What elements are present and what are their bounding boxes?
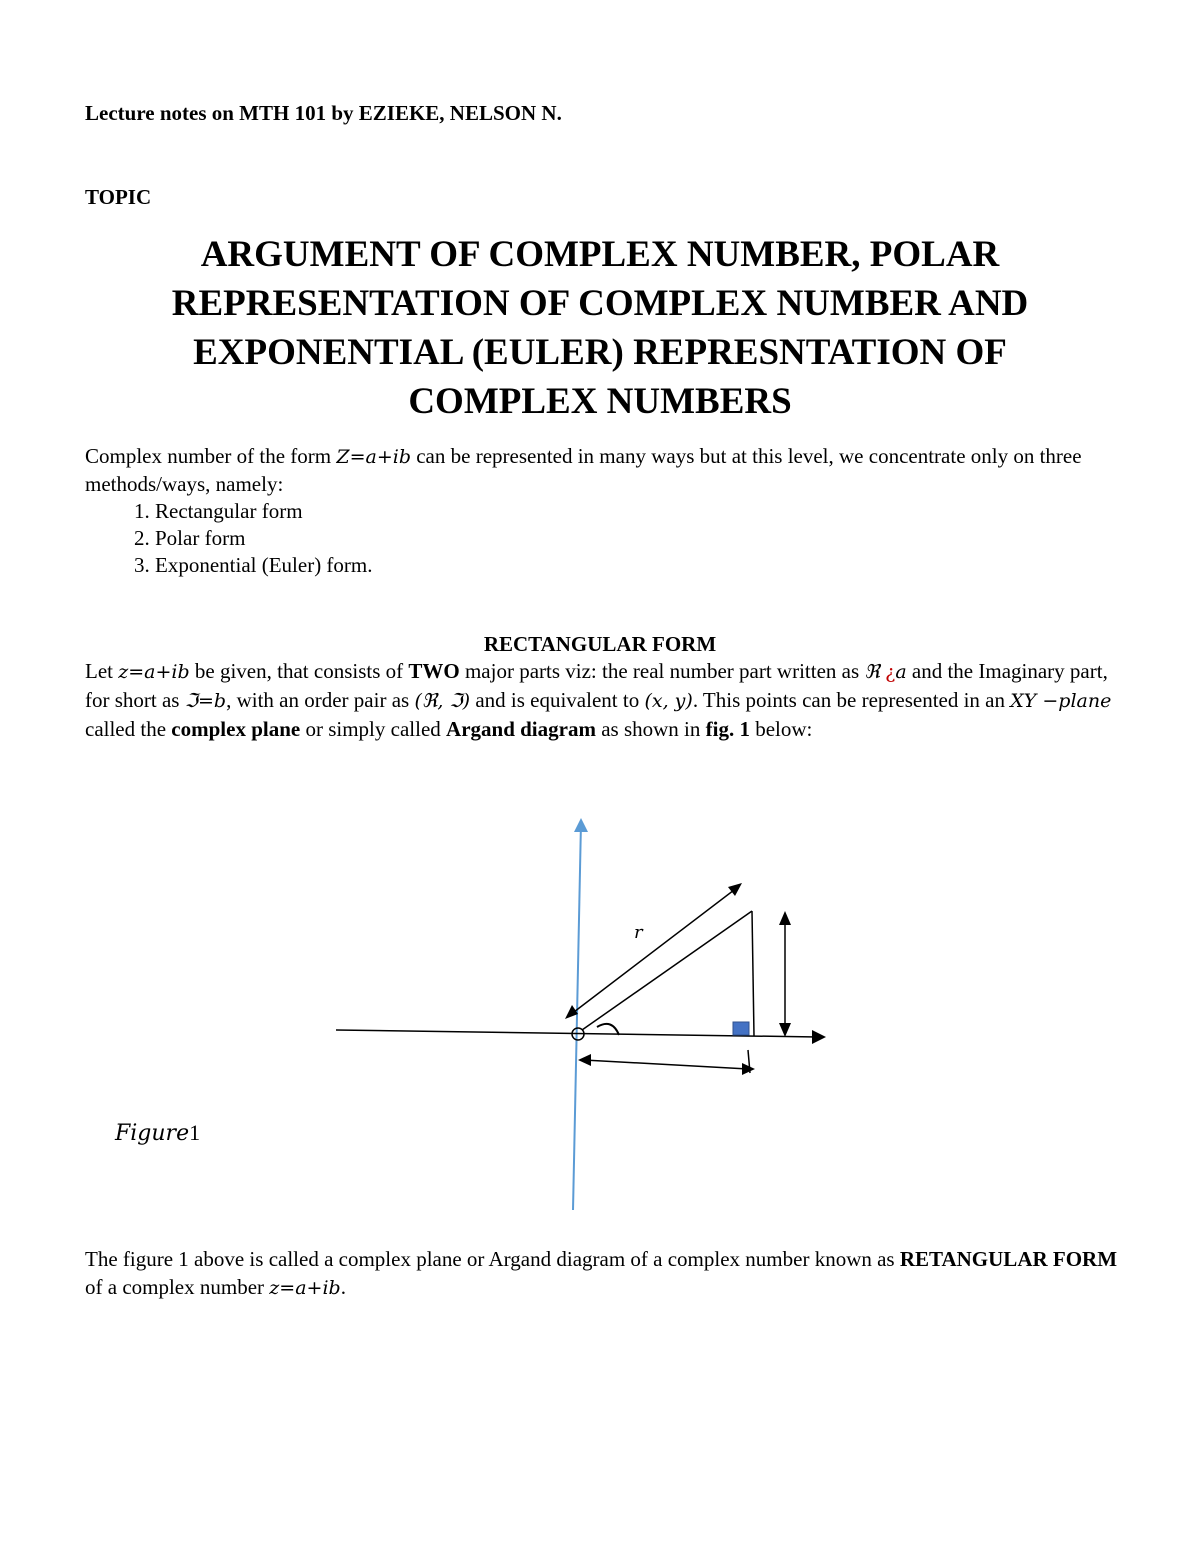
intro-text: Complex number of the form (85, 444, 337, 468)
figure-caption (115, 1120, 200, 1146)
right-angle-marker (733, 1022, 749, 1035)
intro-paragraph (85, 443, 1125, 498)
list-item: 1. Rectangular form (155, 498, 1125, 525)
real-axis-arrow-icon (812, 1030, 826, 1044)
formula: z=a+ib (118, 661, 190, 683)
hypotenuse-line (582, 911, 752, 1030)
bold-text: Argand diagram (446, 717, 596, 741)
text: as shown in (595, 717, 706, 741)
text: and the Imaginary part, for short as (85, 659, 1108, 712)
title-line: REPRESENTATION OF COMPLEX NUMBER AND (171, 283, 1029, 324)
base-arrow-right-icon (742, 1063, 755, 1075)
base-arrow (584, 1060, 748, 1069)
text: and is equivalent to (470, 688, 645, 712)
formula: z=a+ib (269, 1277, 341, 1299)
height-arrow-top-icon (779, 911, 791, 925)
radius-label: r (634, 922, 643, 943)
formula: ℑ=b (184, 690, 227, 712)
list-item: 3. Exponential (Euler) form. (155, 552, 1125, 579)
page-title (100, 230, 1100, 426)
forms-list (85, 498, 1125, 579)
caption-number: 1 (189, 1120, 201, 1145)
text: of a complex number (85, 1275, 270, 1299)
text: Let (85, 659, 119, 683)
imaginary-axis-arrow-icon (574, 818, 588, 832)
text: major parts viz: the real number part written as (459, 659, 865, 683)
text: called the (85, 717, 172, 741)
title-line: ARGUMENT OF COMPLEX NUMBER, POLAR (200, 234, 1000, 275)
text: or simply called (300, 717, 447, 741)
formula: a (895, 661, 907, 683)
r-arrow-head-icon (728, 883, 742, 896)
text: . (340, 1275, 346, 1299)
text: be given, that consists of (189, 659, 409, 683)
list-item: 2. Polar form (155, 525, 1125, 552)
formula-glyph: ¿ (885, 661, 896, 683)
caption-word: Figure (115, 1121, 190, 1146)
height-arrow-bottom-icon (779, 1023, 791, 1037)
text: . This points can be represented in an (692, 688, 1011, 712)
bold-text: complex plane (171, 717, 301, 741)
bold-text: RETANGULAR FORM (899, 1247, 1118, 1271)
bold-text: TWO (408, 659, 460, 683)
text: below: (749, 717, 813, 741)
bold-text: fig. 1 (705, 717, 750, 741)
intro-section (85, 443, 1125, 579)
formula: (ℜ, ℑ) (414, 690, 471, 712)
vertical-side-line (752, 911, 754, 1036)
topic-label: TOPIC (85, 185, 152, 209)
section-heading-rectangular: RECTANGULAR FORM (483, 632, 717, 656)
text: The figure 1 above is called a complex plane or Argand diagram of a complex number known as (85, 1247, 900, 1271)
base-arrow-left-icon (578, 1054, 591, 1066)
lecture-header: Lecture notes on MTH 101 by EZIEKE, NELSON N. (85, 101, 562, 125)
formula: ℜ (864, 661, 880, 683)
title-line: EXPONENTIAL (EULER) REPRESNTATION OF (193, 332, 1007, 373)
rectangular-paragraph (85, 657, 1130, 743)
closing-paragraph (85, 1245, 1130, 1302)
paragraph-text (85, 657, 1130, 743)
argand-diagram (0, 790, 1200, 1230)
formula: (x, y) (644, 690, 693, 712)
formula: Z=a+ib (336, 446, 411, 468)
text: , with an order pair as (226, 688, 415, 712)
formula: XY −plane (1010, 690, 1112, 712)
r-arrow (570, 887, 738, 1015)
imaginary-axis (573, 822, 581, 1210)
intro-text: can be represented in many ways but at this level, we concentrate only on three methods/ways, namely: (85, 444, 1082, 496)
title-line: COMPLEX NUMBERS (408, 381, 792, 422)
paragraph-text (85, 1245, 1130, 1302)
